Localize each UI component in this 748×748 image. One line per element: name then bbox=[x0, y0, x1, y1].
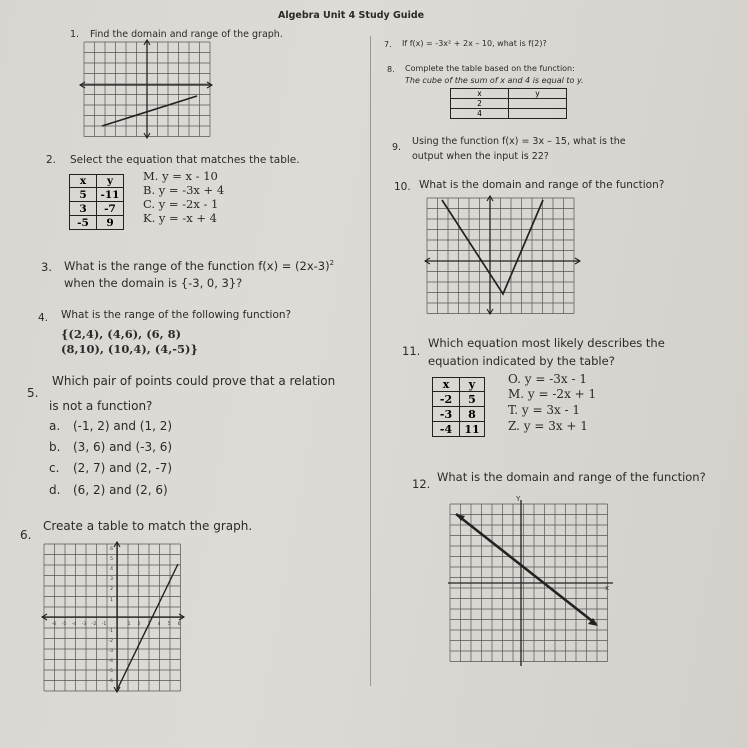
q7-number: 7. bbox=[384, 40, 392, 49]
q4-prompt: What is the range of the following function? bbox=[61, 309, 292, 321]
q9-prompt-line2: output when the input is 22? bbox=[412, 151, 549, 162]
q5-option-c: (2, 7) and (2, -7) bbox=[73, 461, 173, 475]
q2-prompt: Select the equation that matches the table. bbox=[70, 154, 300, 166]
q5-prompt-line2: is not a function? bbox=[49, 399, 153, 413]
q8-cell: 2 bbox=[451, 99, 509, 109]
q12-number: 12. bbox=[412, 477, 431, 491]
q5-option-a-letter: a. bbox=[49, 419, 61, 433]
q5-option-b-letter: b. bbox=[49, 440, 61, 454]
q11-prompt-line2: equation indicated by the table? bbox=[428, 354, 615, 368]
q2-option-b: B. y = -3x + 4 bbox=[143, 183, 225, 197]
q8-prompt-line1: Complete the table based on the function: bbox=[405, 64, 575, 73]
q6-y-tick-label: 2 bbox=[110, 587, 113, 592]
q5-number: 5. bbox=[27, 386, 39, 400]
q2-option-k: K. y = -x + 4 bbox=[143, 211, 217, 225]
q2-cell: -7 bbox=[97, 202, 124, 216]
q6-y-tick-label: 3 bbox=[110, 577, 113, 582]
q8-header-y: y bbox=[509, 89, 567, 99]
q6-x-tick-label: -5 bbox=[61, 622, 67, 627]
q6-x-tick-label: -3 bbox=[81, 622, 87, 627]
q6-y-tick-label: 1 bbox=[110, 598, 113, 603]
q11-table bbox=[432, 377, 485, 437]
column-divider bbox=[370, 36, 371, 686]
q4-set-line2: (8,10), (10,4), (4,-5)} bbox=[61, 342, 198, 356]
q6-x-tick-label: 6 bbox=[177, 622, 181, 627]
q8-cell: 4 bbox=[451, 109, 509, 119]
q6-x-tick-label: -1 bbox=[101, 622, 107, 627]
q12-line bbox=[456, 514, 596, 624]
q8-header-x: x bbox=[451, 89, 509, 99]
q6-line bbox=[117, 564, 178, 690]
q9-prompt-line1: Using the function f(x) = 3x – 15, what is the bbox=[412, 136, 626, 147]
q3-prompt-line2: when the domain is {-3, 0, 3}? bbox=[64, 276, 243, 290]
q6-y-tick-label: 6 bbox=[110, 547, 113, 552]
q3-number: 3. bbox=[41, 260, 52, 274]
q5-option-c-letter: c. bbox=[49, 461, 60, 475]
q2-cell: 5 bbox=[70, 188, 97, 202]
q2-cell: -5 bbox=[70, 216, 97, 230]
q11-prompt-line1: Which equation most likely describes the bbox=[428, 336, 665, 350]
q6-prompt: Create a table to match the graph. bbox=[43, 519, 253, 533]
q1-line bbox=[102, 96, 197, 126]
q2-option-c: C. y = -2x - 1 bbox=[143, 197, 219, 211]
q6-y-tick-label: -1 bbox=[108, 629, 113, 634]
q4-number: 4. bbox=[38, 312, 49, 324]
q3-prompt-line1: What is the range of the function $f(x) = (2x-3)^2$ bbox=[64, 259, 335, 273]
q11-header-x: x bbox=[433, 378, 460, 392]
q5-option-a: (-1, 2) and (1, 2) bbox=[73, 419, 173, 433]
q12-x-axis-label: x bbox=[605, 584, 610, 592]
q11-cell: 11 bbox=[460, 422, 485, 437]
q1-prompt: Find the domain and range of the graph. bbox=[90, 29, 283, 40]
q6-x-tick-label: -4 bbox=[71, 622, 77, 627]
q12-prompt: What is the domain and range of the function? bbox=[437, 470, 706, 484]
q8-cell bbox=[509, 99, 567, 109]
q6-x-tick-label: -6 bbox=[51, 622, 57, 627]
q11-cell: -4 bbox=[433, 422, 460, 437]
q11-cell: 8 bbox=[460, 407, 485, 422]
q2-cell: 9 bbox=[97, 216, 124, 230]
q11-cell: 5 bbox=[460, 392, 485, 407]
q11-cell: -2 bbox=[433, 392, 460, 407]
q10-v-function bbox=[442, 200, 543, 294]
q6-y-tick-label: 5 bbox=[110, 557, 113, 562]
q7-prompt: If f(x) = -3x² + 2x – 10, what is f(2)? bbox=[402, 39, 547, 48]
q12-graph bbox=[448, 494, 618, 669]
q6-y-tick-label: 4 bbox=[110, 567, 113, 572]
q8-table bbox=[450, 88, 567, 119]
q5-option-d: (6, 2) and (2, 6) bbox=[73, 483, 168, 497]
q6-y-tick-label: -2 bbox=[108, 639, 113, 644]
q10-prompt: What is the domain and range of the function? bbox=[419, 179, 665, 191]
q2-cell: 3 bbox=[70, 202, 97, 216]
q5-prompt-line1: Which pair of points could prove that a relation bbox=[52, 374, 336, 388]
q10-number: 10. bbox=[394, 181, 411, 193]
q11-cell: -3 bbox=[433, 407, 460, 422]
q6-x-tick-label: -2 bbox=[91, 622, 97, 627]
q6-y-tick-label: -4 bbox=[108, 659, 113, 664]
q1-graph bbox=[80, 40, 220, 140]
q9-number: 9. bbox=[392, 142, 402, 153]
q11-option-t: T. y = 3x - 1 bbox=[508, 403, 581, 417]
q10-graph bbox=[425, 196, 585, 316]
q2-header-x: x bbox=[70, 175, 97, 188]
q6-x-tick-label: 1 bbox=[127, 622, 131, 627]
q6-number: 6. bbox=[20, 528, 32, 542]
q2-header-y: y bbox=[97, 175, 124, 188]
q8-prompt-line2: The cube of the sum of x and 4 is equal to y. bbox=[405, 76, 584, 85]
q5-option-b: (3, 6) and (-3, 6) bbox=[73, 440, 173, 454]
page-title: Algebra Unit 4 Study Guide bbox=[278, 10, 425, 21]
q11-option-m: M. y = -2x + 1 bbox=[508, 387, 597, 401]
q11-header-y: y bbox=[460, 378, 485, 392]
q6-graph bbox=[42, 542, 192, 692]
q1-number: 1. bbox=[70, 29, 80, 40]
q11-number: 11. bbox=[402, 344, 421, 358]
q6-y-tick-label: -6 bbox=[108, 679, 113, 684]
q2-table bbox=[69, 174, 124, 230]
q2-cell: -11 bbox=[97, 188, 124, 202]
q6-y-tick-label: -3 bbox=[108, 649, 113, 654]
q8-number: 8. bbox=[387, 65, 395, 74]
q12-y-axis-label: Y bbox=[516, 495, 521, 503]
q2-option-m: M. y = x - 10 bbox=[143, 169, 218, 183]
q2-number: 2. bbox=[46, 154, 57, 166]
q11-option-o: O. y = -3x - 1 bbox=[508, 372, 588, 386]
q6-x-tick-label: 5 bbox=[167, 622, 171, 627]
q11-option-z: Z. y = 3x + 1 bbox=[508, 419, 588, 433]
q6-y-tick-label: -5 bbox=[108, 669, 113, 674]
q6-x-tick-label: 2 bbox=[137, 622, 141, 627]
q5-option-d-letter: d. bbox=[49, 483, 61, 497]
q4-set-line1: {(2,4), (4,6), (6, 8) bbox=[61, 327, 182, 341]
q8-cell bbox=[509, 109, 567, 119]
q6-x-tick-label: 4 bbox=[157, 622, 161, 627]
